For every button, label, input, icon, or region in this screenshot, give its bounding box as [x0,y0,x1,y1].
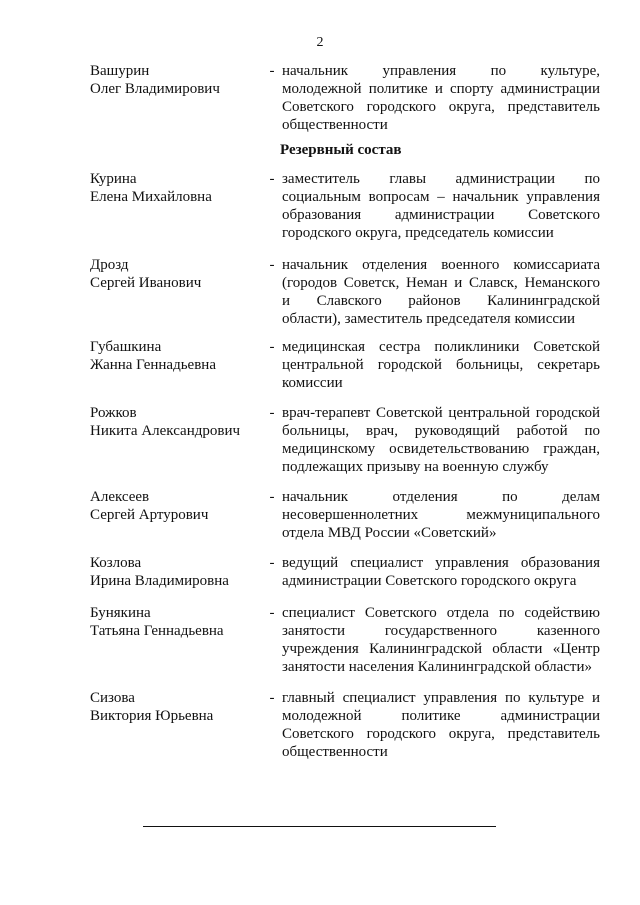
position-line: медицинская сестра поликлиники Советской [282,339,600,355]
member-name [90,256,262,328]
position-line: начальник отделения по делам [282,489,600,505]
member-given-names: Сергей Иванович [90,275,202,291]
member-surname: Вашурин [90,63,150,79]
member-entry [90,554,600,590]
member-entry [90,488,600,542]
member-given-names: Виктория Юрьевна [90,708,214,724]
position-line: занятости государственного казенного [282,623,600,639]
position-line: общественности [282,117,388,133]
member-given-names: Татьяна Геннадьевна [90,623,224,639]
position-line: администрации Советского городского округа [282,573,577,589]
member-surname: Сизова [90,690,135,706]
position-line: и Славского районов Калининградской [282,293,600,309]
member-entry [90,338,600,392]
dash-separator: - [269,63,275,79]
dash-separator: - [269,171,275,187]
position-line: заместитель главы администрации по [282,171,600,187]
position-line: отдела МВД России «Советский» [282,525,497,541]
position-line: врач-терапевт Советской центральной городской [282,405,600,421]
position-line: комиссии [282,375,343,391]
position-line: социальным вопросам – начальник управления [282,189,600,205]
member-given-names: Никита Александрович [90,423,241,439]
position-line: центральной городской больницы, секретарь [282,357,600,373]
dash-separator: - [269,257,275,273]
position-line: учреждения Калининградской области «Центр [282,641,600,657]
position-line: молодежной политике и спорту администрации [282,81,600,97]
position-line: ведущий специалист управления образования [282,555,600,571]
member-given-names: Жанна Геннадьевна [90,357,216,373]
position-line: области), заместитель председателя комиссии [282,311,576,327]
member-position [282,338,600,392]
position-line: городского округа, председатель комиссии [282,225,554,241]
position-line: начальник отделения военного комиссариата [282,257,600,273]
member-position [282,62,600,134]
position-line: начальник управления по культуре, [282,63,600,79]
position-line: молодежной политике администрации [282,708,600,724]
member-position [282,170,600,242]
position-line: специалист Советского отдела по содействию [282,605,600,621]
position-line: Советского городского округа, представитель [282,99,600,115]
dash-separator: - [269,489,275,505]
member-surname: Дрозд [90,257,129,273]
member-given-names: Олег Владимирович [90,81,220,97]
member-given-names: Ирина Владимировна [90,573,229,589]
member-entry [90,689,600,761]
position-line: несовершеннолетних межмуниципального [282,507,600,523]
position-line: образования администрации Советского [282,207,600,223]
member-name [90,62,262,134]
position-line: Советского городского округа, представитель [282,726,600,742]
position-line: главный специалист управления по культуре и [282,690,600,706]
member-name [90,604,262,676]
member-position [282,404,600,476]
member-surname: Козлова [90,555,142,571]
position-line: занятости населения Калининградской области» [282,659,592,675]
member-entry [90,604,600,676]
dash-separator: - [269,605,275,621]
section-heading-reserve: Резервный состав [280,142,402,158]
member-position [282,256,600,328]
dash-separator: - [269,339,275,355]
position-line: медицинскому освидетельствованию граждан, [282,441,600,457]
member-surname: Алексеев [90,489,150,505]
dash-separator: - [269,405,275,421]
member-position [282,488,600,542]
member-surname: Рожков [90,405,137,421]
member-surname: Бунякина [90,605,151,621]
position-line: подлежащих призыву на военную службу [282,459,549,475]
member-entry [90,170,600,242]
member-entry [90,256,600,328]
member-position [282,554,600,590]
member-entry [90,62,600,134]
member-entry [90,404,600,476]
position-line: (городов Советск, Неман и Славск, Неманского [282,275,600,291]
page-number: 2 [316,35,324,50]
position-line: больницы, врач, руководящий работой по [282,423,600,439]
member-position [282,689,600,761]
dash-separator: - [269,555,275,571]
position-line: общественности [282,744,388,760]
member-given-names: Сергей Артурович [90,507,209,523]
dash-separator: - [269,690,275,706]
member-name [90,170,262,242]
member-name [90,689,262,761]
member-name [90,554,262,590]
member-surname: Губашкина [90,339,162,355]
member-name [90,488,262,542]
member-surname: Курина [90,171,137,187]
member-position [282,604,600,676]
member-name [90,404,262,476]
member-name [90,338,262,392]
member-given-names: Елена Михайловна [90,189,212,205]
end-rule [143,826,496,827]
